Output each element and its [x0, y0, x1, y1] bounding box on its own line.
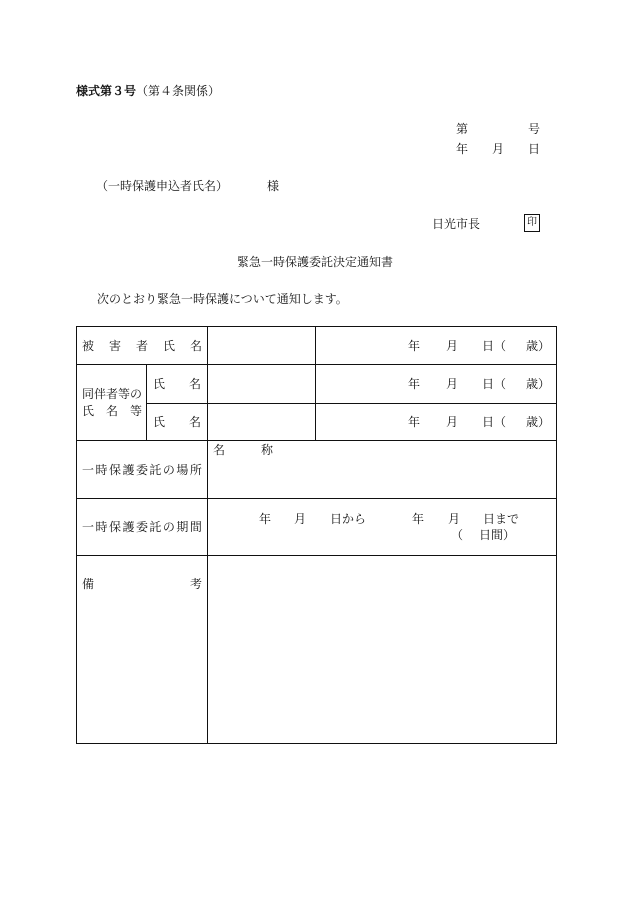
date-month: 月 [492, 142, 505, 156]
period-end-to: 日まで [483, 512, 520, 526]
period-start-year: 年 [259, 512, 272, 526]
period-label: 一 時 保 護 委 託 の 期 間 [82, 520, 202, 534]
companion1-name-label: 氏 名 [153, 377, 201, 391]
companion-label-line1: 同伴者等の [82, 387, 143, 401]
notice-form-table [76, 326, 557, 744]
rule-row1 [76, 364, 557, 365]
period-start-from: 日から [330, 512, 367, 526]
border-bottom [76, 743, 557, 744]
companion2-birth-month: 月 [446, 415, 459, 429]
form-number [76, 84, 220, 98]
rule-row4 [76, 498, 557, 499]
companion-label-line2: 氏 名 等 [82, 404, 142, 418]
border-left [76, 326, 77, 744]
period-end-year: 年 [412, 512, 425, 526]
companion1-birth-month: 月 [446, 377, 459, 391]
period-days-close: 日間） [479, 528, 516, 542]
place-name-label: 名 称 [213, 443, 273, 457]
intro-text: 次のとおり緊急一時保護について通知します。 [97, 292, 348, 306]
issuer-title: 日光市長 [432, 217, 481, 231]
number-prefix: 第 [456, 122, 469, 136]
border-top [76, 326, 557, 327]
rule-companion-sub [146, 364, 147, 441]
border-right [556, 326, 557, 744]
victim-birth-month: 月 [446, 339, 459, 353]
rule-row5 [76, 555, 557, 556]
rule-name-date [315, 326, 316, 441]
companion2-age: 歳） [526, 415, 551, 429]
date-day: 日 [528, 142, 541, 156]
form-label: 様式第３号 [76, 84, 137, 98]
victim-age: 歳） [526, 339, 551, 353]
period-days-open: （ [451, 528, 464, 542]
seal-stamp: 印 [524, 214, 540, 232]
victim-name-label: 被 害 者 氏 名 [82, 339, 202, 353]
companion2-birth-year: 年 [408, 415, 421, 429]
recipient-honorific: 様 [267, 179, 280, 193]
companion2-name-label: 氏 名 [153, 415, 201, 429]
period-start-month: 月 [294, 512, 307, 526]
companion2-birth-day: 日（ [482, 415, 507, 429]
rule-row3 [76, 440, 557, 441]
date-year: 年 [456, 142, 469, 156]
place-label: 一 時 保 護 委 託 の 場 所 [82, 463, 202, 477]
victim-birth-day: 日（ [482, 339, 507, 353]
recipient-name-placeholder: （一時保護申込者氏名） [96, 179, 229, 193]
period-end-month: 月 [448, 512, 461, 526]
rule-label-column [207, 326, 208, 744]
number-suffix: 号 [528, 122, 541, 136]
companion1-birth-day: 日（ [482, 377, 507, 391]
document-title: 緊急一時保護委託決定通知書 [236, 255, 393, 269]
companion1-birth-year: 年 [408, 377, 421, 391]
victim-birth-year: 年 [408, 339, 421, 353]
remarks-label: 備 考 [82, 577, 202, 591]
companion1-age: 歳） [526, 377, 551, 391]
form-reference: （第４条関係） [136, 84, 221, 98]
